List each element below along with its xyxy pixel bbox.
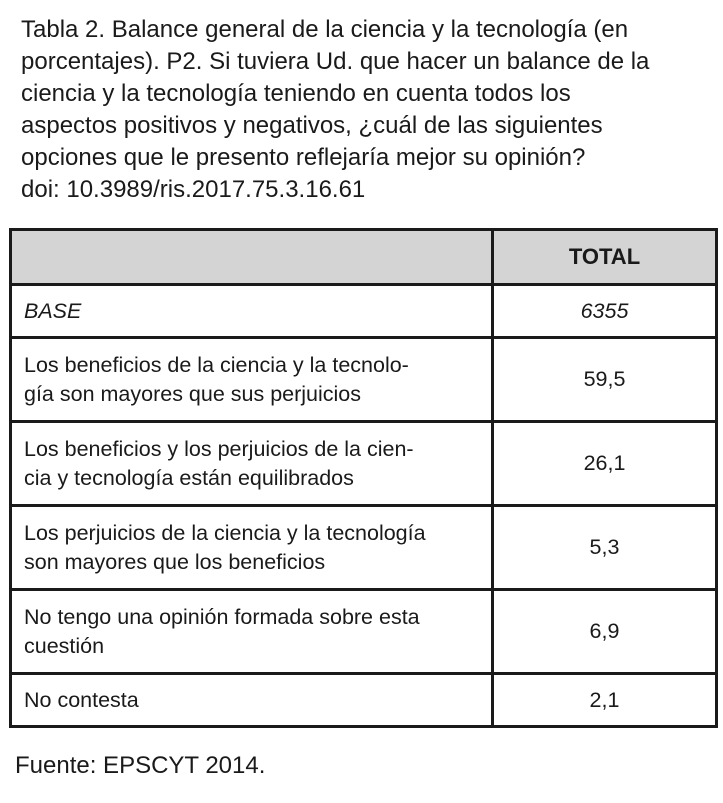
row-label-line: Los beneficios y los perjuicios de la cien-	[24, 436, 414, 461]
row-label-line: Los perjuicios de la ciencia y la tecnología	[24, 520, 426, 545]
table-row	[11, 674, 717, 727]
header-cell-total: TOTAL	[493, 230, 717, 285]
row-value: 2,1	[493, 674, 717, 727]
row-value: 6,9	[493, 590, 717, 674]
row-label-line: No contesta	[24, 687, 139, 712]
table-row	[11, 506, 717, 590]
row-label-line: No tengo una opinión formada sobre esta	[24, 604, 420, 629]
table-row-base	[11, 285, 717, 338]
caption-line: ciencia y la tecnología teniendo en cuenta todos los	[21, 80, 571, 107]
table-row	[11, 590, 717, 674]
row-label	[11, 422, 493, 506]
table-row	[11, 338, 717, 422]
source-note: Fuente: EPSCYT 2014.	[15, 752, 266, 779]
table-row	[11, 422, 717, 506]
base-label: BASE	[11, 285, 493, 338]
caption-doi: doi: 10.3989/ris.2017.75.3.16.61	[21, 176, 366, 203]
header-cell-empty	[11, 230, 493, 285]
row-label	[11, 674, 493, 727]
base-value: 6355	[493, 285, 717, 338]
row-label-line: Los beneficios de la ciencia y la tecnolo-	[24, 352, 409, 377]
table-header-row	[11, 230, 717, 285]
row-label-line: gía son mayores que sus perjuicios	[24, 381, 362, 406]
row-label-line: cuestión	[24, 633, 105, 658]
row-label	[11, 590, 493, 674]
row-value: 26,1	[493, 422, 717, 506]
caption-line: Tabla 2. Balance general de la ciencia y la tecnología (en	[21, 16, 629, 43]
row-label-line: cia y tecnología están equilibrados	[24, 465, 354, 490]
row-label	[11, 506, 493, 590]
row-label-line: son mayores que los beneficios	[24, 549, 326, 574]
caption-line: porcentajes). P2. Si tuviera Ud. que hacer un balance de la	[21, 48, 650, 75]
row-value: 5,3	[493, 506, 717, 590]
balance-table	[9, 228, 718, 728]
table-caption	[21, 14, 711, 206]
caption-line: aspectos positivos y negativos, ¿cuál de las siguientes	[21, 112, 603, 139]
row-label	[11, 338, 493, 422]
caption-line: opciones que le presento reflejaría mejor su opinión?	[21, 144, 586, 171]
row-value: 59,5	[493, 338, 717, 422]
